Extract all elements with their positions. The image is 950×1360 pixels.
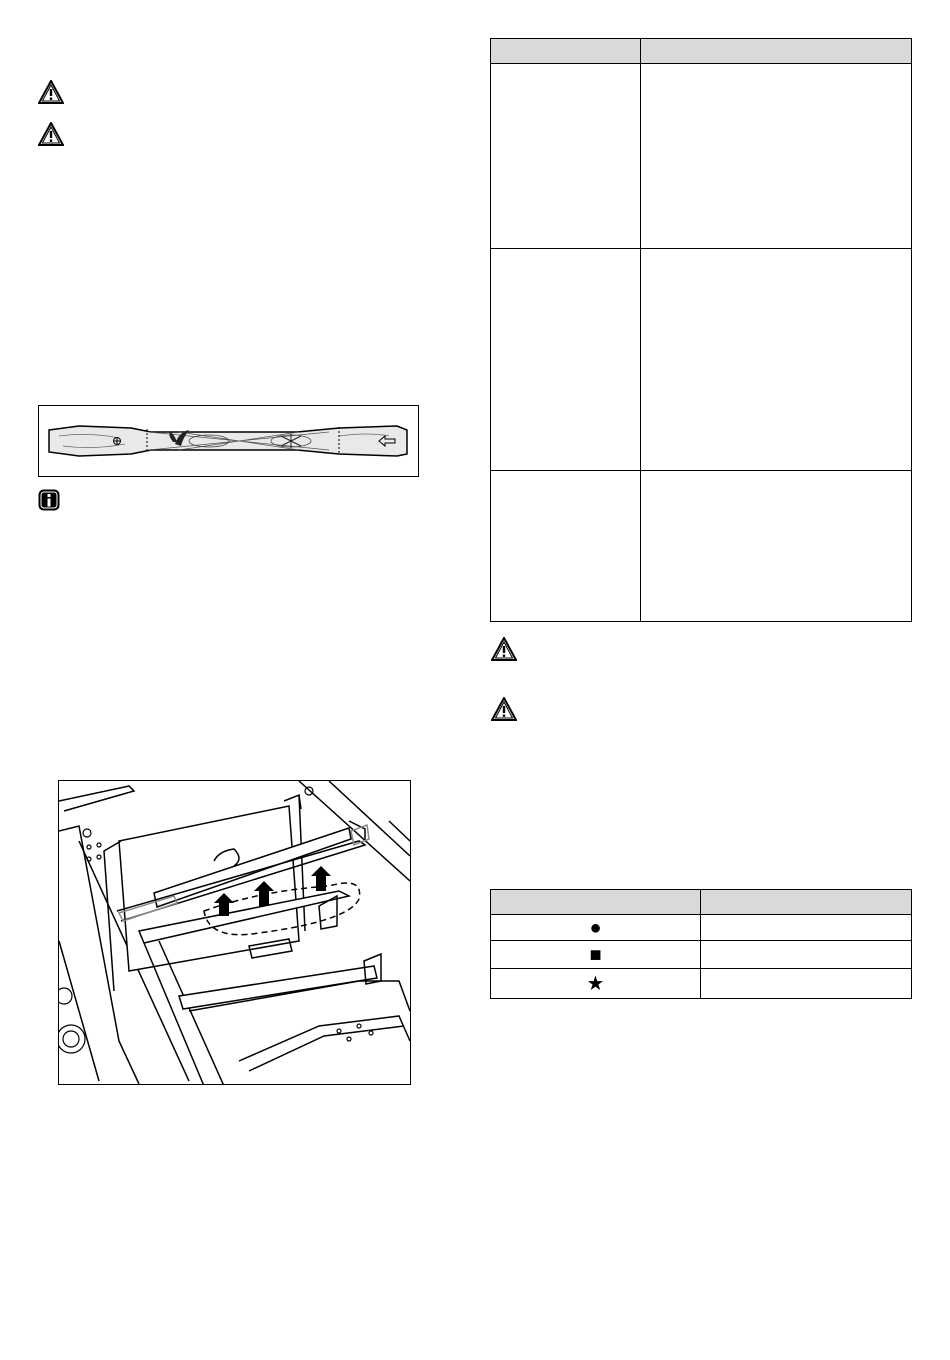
table-row [491, 915, 912, 941]
filled-circle-icon: ● [491, 915, 701, 941]
table-header-cell [491, 890, 701, 915]
specification-table [490, 38, 912, 622]
table-cell [491, 249, 641, 471]
symbol-table [490, 889, 912, 999]
table-row [491, 941, 912, 969]
table-cell [491, 64, 641, 249]
grill-interior-illustration [59, 781, 410, 1084]
table-cell [701, 969, 912, 999]
warning-triangle-icon [491, 697, 517, 721]
table-row [491, 471, 912, 622]
filled-square-icon: ■ [491, 941, 701, 969]
table-row [491, 969, 912, 999]
warning-triangle-icon [491, 637, 517, 661]
table-cell [701, 915, 912, 941]
filled-star-icon: ★ [491, 969, 701, 999]
warning-triangle-icon [38, 80, 64, 104]
table-cell [641, 471, 912, 622]
burner-illustration [39, 406, 418, 476]
table-cell [641, 249, 912, 471]
table-cell [641, 64, 912, 249]
burner-figure [38, 405, 419, 477]
table-header-cell [701, 890, 912, 915]
table-row [491, 64, 912, 249]
table-header-cell [641, 39, 912, 64]
table-row [491, 249, 912, 471]
table-cell [491, 471, 641, 622]
table-header-row [491, 890, 912, 915]
warning-triangle-icon [38, 122, 64, 146]
table-cell [701, 941, 912, 969]
grill-burner-removal-figure [58, 780, 411, 1085]
info-icon [38, 489, 60, 511]
table-header-cell [491, 39, 641, 64]
table-header-row [491, 39, 912, 64]
